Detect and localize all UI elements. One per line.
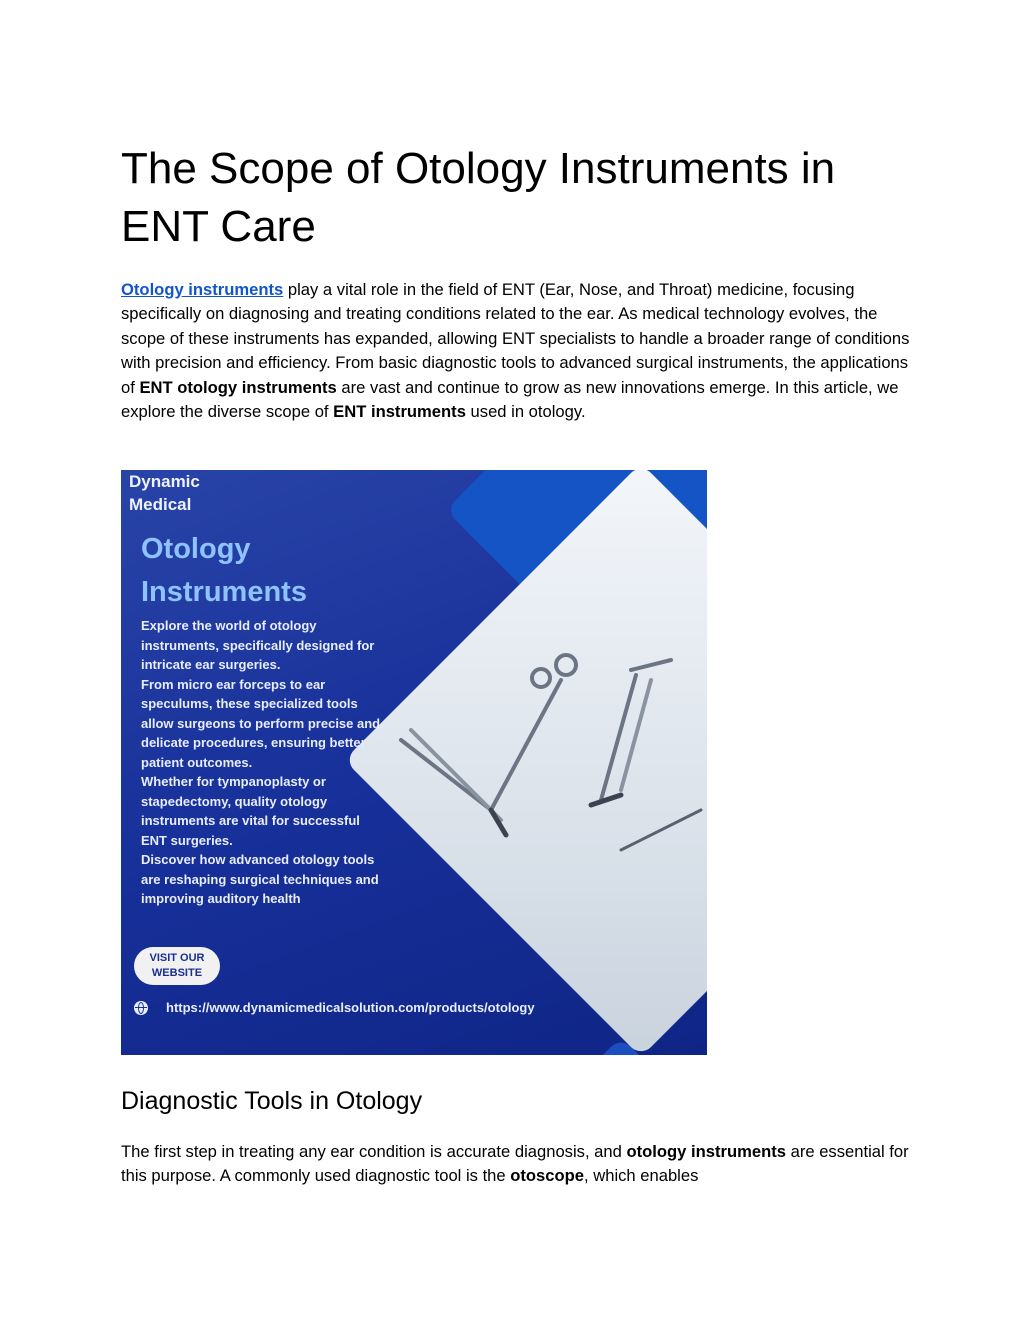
- intro-paragraph: [121, 278, 911, 424]
- decorative-diamond-bottom: [508, 1037, 707, 1055]
- brand-name: [129, 470, 200, 516]
- otology-instruments-link[interactable]: Otology instruments: [121, 280, 284, 299]
- banner-heading: [141, 528, 307, 614]
- banner-desc-para-1: Explore the world of otology instruments, specifically designed for intricate ear surgeries.: [141, 618, 375, 672]
- intro-bold-1: ENT otology instruments: [139, 377, 337, 397]
- banner-desc-para-2: From micro ear forceps to ear speculums, these specialized tools allow surgeons to perform precise and delicate procedures, ensuring better patient outcomes.: [141, 676, 381, 770]
- website-url: https://www.dynamicmedicalsolution.com/products/otology: [166, 1000, 535, 1015]
- section-text-2: are essential for this purpose. A commonly used diagnostic tool is the: [121, 1142, 909, 1186]
- banner-desc-para-3: Whether for tympanoplasty or stapedectomy, quality otology instruments are vital for successful ENT surgeries.: [141, 774, 360, 848]
- section-paragraph: [121, 1140, 911, 1189]
- section-text-3: , which enables: [584, 1166, 699, 1186]
- globe-icon: [134, 1001, 148, 1015]
- section-text-1: The first step in treating any ear condition is accurate diagnosis, and: [121, 1142, 627, 1161]
- banner-heading-line-2: Instruments: [141, 576, 307, 608]
- banner-description: [141, 616, 386, 909]
- brand-line-2: Medical: [129, 495, 192, 514]
- intro-text-1: play a vital role in the field of ENT (Ear, Nose, and Throat) medicine, focusing specifically on diagnosing and treating conditions related to the ear. As medical technology evolves, the scope of these instruments has expanded, allowing ENT specialists to handle a broader range of conditions with precision and efficiency. From basic diagnostic tools to advanced surgical instruments, the applications of: [121, 280, 910, 397]
- section-heading: Diagnostic Tools in Otology: [121, 1087, 423, 1115]
- intro-text-2: are vast and continue to grow as new innovations emerge. In this article, we explore the diverse scope of: [121, 377, 899, 422]
- visit-website-button[interactable]: VISIT OUR WEBSITE: [134, 947, 220, 985]
- website-url-row: [134, 1000, 535, 1015]
- promo-banner-image: [121, 470, 707, 1055]
- banner-heading-line-1: Otology: [141, 533, 251, 565]
- intro-bold-2: ENT instruments: [333, 402, 466, 422]
- brand-line-1: Dynamic: [129, 472, 200, 491]
- section-bold-1: otology instruments: [626, 1142, 786, 1161]
- forceps-illustration-icon: [371, 620, 707, 860]
- banner-desc-para-4: Discover how advanced otology tools are reshaping surgical techniques and improving auditory health: [141, 852, 379, 906]
- page-title: The Scope of Otology Instruments in ENT Care: [121, 144, 836, 251]
- intro-text-3: used in otology.: [465, 402, 586, 422]
- section-bold-2: otoscope: [510, 1166, 585, 1186]
